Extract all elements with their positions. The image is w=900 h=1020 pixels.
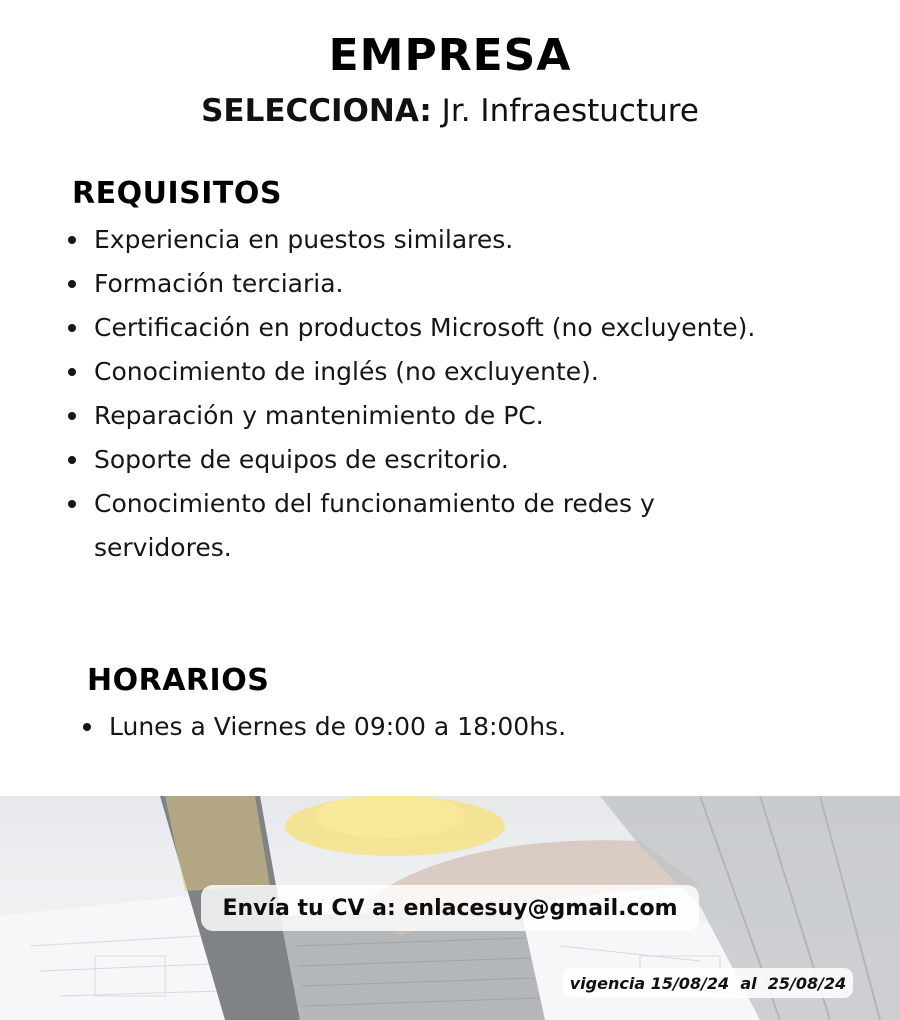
company-name: EMPRESA xyxy=(328,30,572,81)
requisito-item: Soporte de equipos de escritorio. xyxy=(68,438,768,482)
cv-email-banner: Envía tu CV a: enlacesuy@gmail.com xyxy=(201,885,699,931)
requisito-item: Experiencia en puestos similares. xyxy=(68,218,768,262)
vigencia-badge: vigencia 15/08/24 al 25/08/24 xyxy=(563,968,853,998)
horarios-title: HORARIOS xyxy=(87,663,270,698)
requisito-item: Conocimiento de inglés (no excluyente). xyxy=(68,350,768,394)
horario-item: Lunes a Viernes de 09:00 a 18:00hs. xyxy=(83,705,783,749)
requisito-item: Conocimiento del funcionamiento de redes y servidores. xyxy=(68,482,768,570)
requisito-item: Certificación en productos Microsoft (no excluyente). xyxy=(68,306,768,350)
requisitos-title: REQUISITOS xyxy=(72,176,282,211)
select-label: SELECCIONA: xyxy=(201,93,432,129)
requisito-item: Reparación y mantenimiento de PC. xyxy=(68,394,768,438)
requisitos-list xyxy=(68,218,768,570)
horarios-list xyxy=(83,705,783,749)
position-title: Jr. Infraestucture xyxy=(431,93,699,129)
subtitle xyxy=(0,93,900,129)
requisito-item: Formación terciaria. xyxy=(68,262,768,306)
